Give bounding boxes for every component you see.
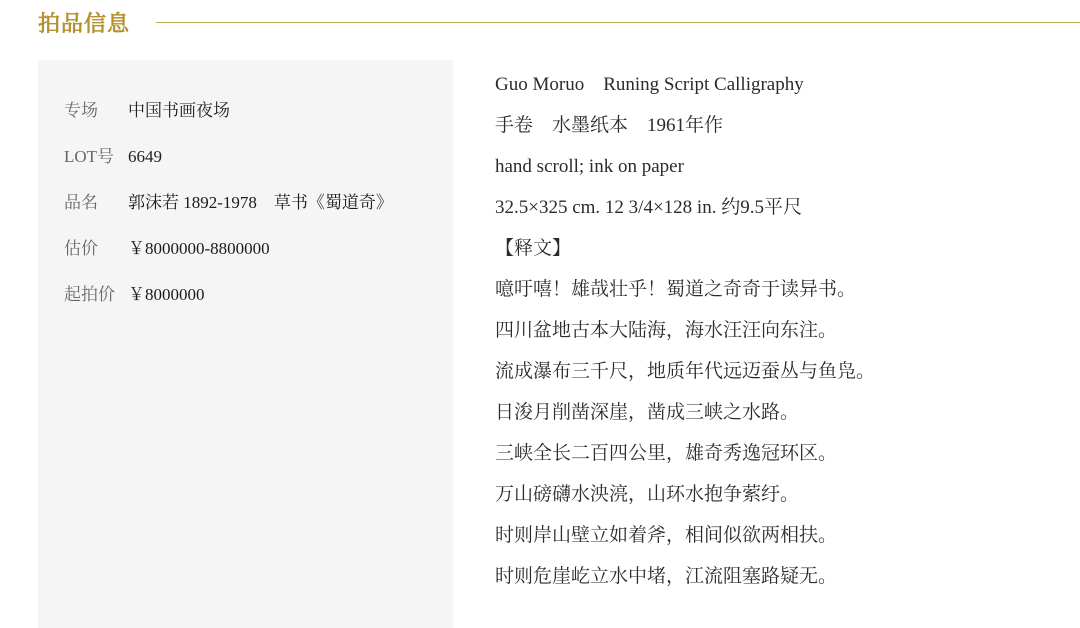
info-value: 郭沫若 1892-1978 草书《蜀道奇》 [128,193,393,212]
description-line: Guo Moruo Runing Script Calligraphy [495,74,804,95]
info-label: 起拍价 [64,285,115,304]
info-label: 专场 [64,101,98,120]
content-area [0,60,1080,628]
info-row-estimate [38,226,453,272]
lot-description-panel [495,60,1055,597]
description-line: hand scroll; ink on paper [495,156,684,177]
description-line: 手卷 水墨纸本 1961年作 [495,115,724,136]
description-line: 万山磅礴水泱湸，山环水抱争萦纡。 [495,484,800,505]
info-value: 6649 [128,147,162,166]
info-row-starting-price [38,272,453,318]
description-line: 32.5×325 cm. 12 3/4×128 in. 约9.5平尺 [495,197,802,218]
description-line: 时则岸山壁立如着斧，相间似欲两相扶。 [495,525,838,546]
description-line: 时则危崖屹立水中堵，江流阻塞路疑无。 [495,566,838,587]
page-title: 拍品信息 [38,10,131,36]
info-row-lot-number [38,134,453,180]
info-row-item-name [38,180,453,226]
info-value: 中国书画夜场 [128,101,230,120]
info-label: 估价 [64,239,98,258]
info-row-session [38,88,453,134]
description-line: 三峡全长二百四公里，雄奇秀逸冠环区。 [495,443,838,464]
description-line: 四川盆地古本大陆海，海水汪汪向东注。 [495,320,838,341]
description-line: 流成瀑布三千尺，地质年代远迈蚕丛与鱼凫。 [495,361,876,382]
info-label: LOT号 [64,147,115,166]
info-label: 品名 [64,193,98,212]
section-header [0,0,1080,44]
info-value: ￥8000000 [128,285,205,304]
description-line: 噫吁嘻！雄哉壮乎！蜀道之奇奇于读异书。 [495,279,857,300]
description-line: 【释文】 [495,238,572,259]
lot-info-panel [38,60,453,628]
description-line: 日浚月削凿深崖，凿成三峡之水路。 [495,402,800,423]
header-divider [156,22,1080,23]
info-value: ￥8000000-8800000 [128,239,270,258]
